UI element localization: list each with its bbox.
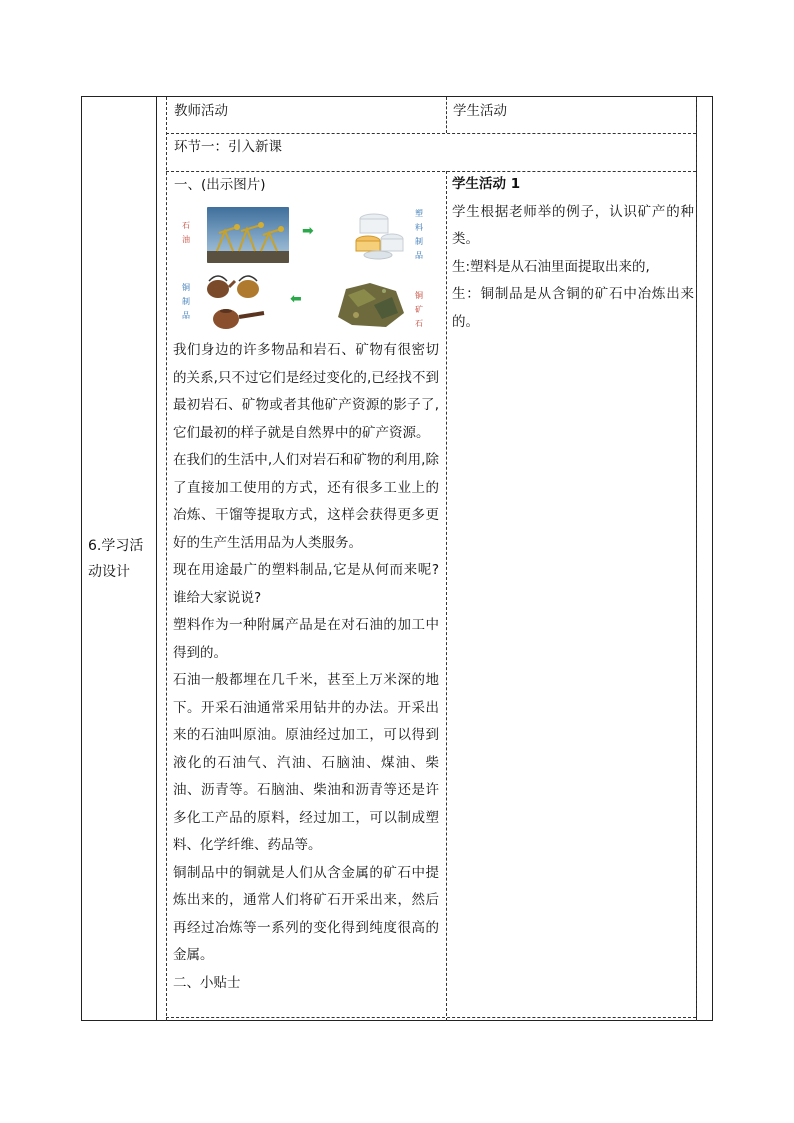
activity-design-table	[81, 96, 713, 1021]
copper-ore-photo	[334, 279, 406, 329]
student-header: 学生活动	[453, 103, 507, 119]
teacher-paragraph: 铜制品中的铜就是人们从含金属的矿石中提炼出来的，通常人们将矿石开采出来，然后再经过冶炼等一系列的变化得到纯度很高的金属。	[173, 864, 439, 963]
student-paragraph: 生：铜制品是从含铜的矿石中冶炼出来的。	[452, 286, 694, 330]
inner-left-border	[166, 97, 167, 1021]
inner-bottom-line	[166, 1017, 696, 1018]
teacher-paragraph: 塑料作为一种附属产品是在对石油的加工中得到的。	[173, 617, 439, 661]
teacher-student-divider	[446, 97, 447, 133]
header-bottom-line	[166, 133, 696, 134]
teacher-paragraph: 石油一般都埋在几千米，甚至上万米深的地下。开采石油通常采用钻井的办法。开采出来的石油叫原油。原油经过加工，可以得到液化的石油气、汽油、石脑油、煤油、柴油、沥青等。石脑油、柴油和沥青等还是许多化工产品的原料，经过加工，可以制成塑料、化学纤维、药品等。	[173, 672, 439, 853]
teacher-paragraph: 在我们的生活中,人们对岩石和矿物的利用,除了直接加工使用的方式，还有很多工业上的冶炼、干馏等提取方式，这样会获得更多更好的生产生活用品为人类服务。	[173, 452, 439, 551]
teacher-part1-title: 一、(出示图片)	[174, 177, 266, 193]
teacher-student-divider-body	[446, 171, 447, 1021]
row-label-cell	[82, 97, 156, 1020]
copper-goods-label: 铜制品	[182, 283, 190, 320]
label-column-divider	[156, 97, 157, 1020]
oil-label: 石油	[182, 221, 190, 244]
arrow-right-icon: ➡	[302, 223, 314, 239]
student-activity-title: 学生活动 1	[452, 176, 521, 192]
oil-field-photo	[207, 207, 289, 263]
teacher-content	[173, 337, 439, 997]
copper-ore-label: 铜矿石	[415, 291, 423, 328]
section-title: 环节一：引入新课	[174, 139, 282, 155]
copper-goods-photo	[202, 269, 268, 335]
teacher-paragraph: 现在用途最广的塑料制品,它是从何而来呢?谁给大家说说?	[173, 562, 439, 606]
row-label: 6.学习活动设计	[88, 537, 144, 580]
student-paragraph: 学生根据老师举的例子，认识矿产的种类。	[452, 203, 694, 247]
mineral-products-images	[174, 201, 444, 337]
teacher-part2-title: 二、小贴士	[173, 974, 241, 991]
plastic-label: 塑料制品	[415, 209, 423, 260]
teacher-paragraph: 我们身边的许多物品和岩石、矿物有很密切的关系,只不过它们是经过变化的,已经找不到最初岩石、矿物或者其他矿产资源的影子了,它们最初的样子就是自然界中的矿产资源。	[173, 342, 439, 441]
student-paragraph: 生:塑料是从石油里面提取出来的,	[452, 258, 650, 275]
inner-right-border	[696, 97, 697, 1021]
student-content	[452, 171, 694, 336]
arrow-left-icon: ⬅	[290, 291, 302, 307]
teacher-header: 教师活动	[174, 103, 228, 119]
plastic-products-photo	[348, 205, 410, 263]
